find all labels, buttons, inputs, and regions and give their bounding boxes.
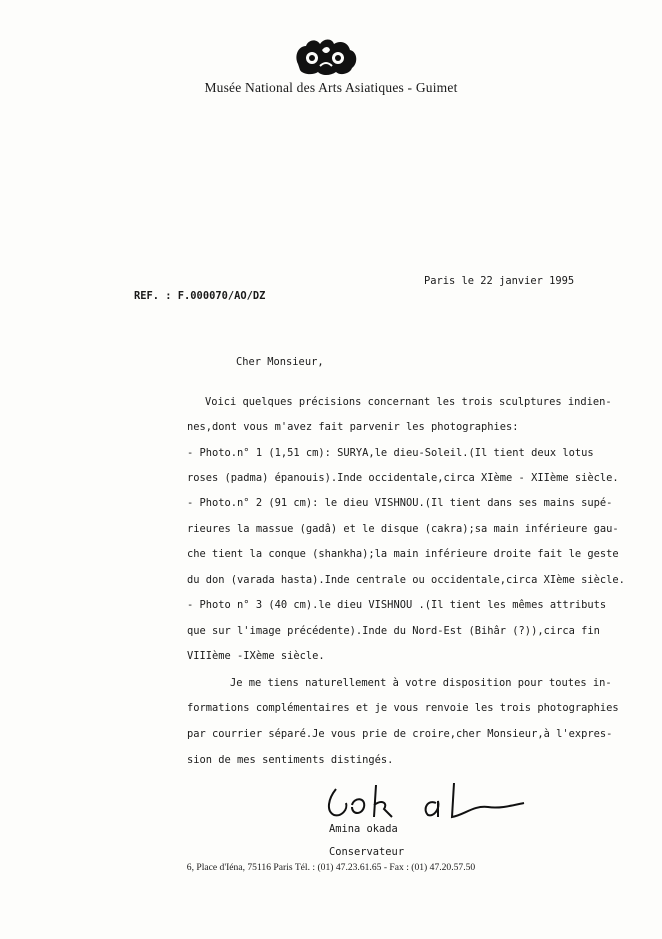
signatory-title: Conservateur <box>329 846 405 858</box>
body-line: formations complémentaires et je vous renvoie les trois photographies <box>187 702 619 714</box>
body-line: - Photo.n° 2 (91 cm): le dieu VISHNOU.(Il tient dans ses mains supé- <box>187 497 613 509</box>
museum-logo <box>292 34 360 78</box>
salutation: Cher Monsieur, <box>236 356 324 368</box>
body-line: nes,dont vous m'avez fait parvenir les photographies: <box>187 421 519 433</box>
body-line: - Photo n° 3 (40 cm).le dieu VISHNOU .(Il tient les mêmes attributs <box>187 599 607 611</box>
body-line: que sur l'image précédente).Inde du Nord-Est (Bihâr (?)),circa fin <box>187 625 600 637</box>
handwritten-signature <box>318 775 538 830</box>
reference-line: REF. : F.000070/AO/DZ <box>134 290 266 302</box>
footer-address: 6, Place d'Iéna, 75116 Paris Tél. : (01) 47.23.61.65 - Fax : (01) 47.20.57.50 <box>186 862 476 873</box>
signatory-name: Amina okada <box>329 823 398 835</box>
body-line: Voici quelques précisions concernant les trois sculptures indien- <box>205 396 612 408</box>
body-line: par courrier séparé.Je vous prie de croire,cher Monsieur,à l'expres- <box>187 728 613 740</box>
body-line: rieures la massue (gadâ) et le disque (cakra);sa main inférieure gau- <box>187 523 619 535</box>
body-line: sion de mes sentiments distingés. <box>187 754 394 766</box>
body-line: che tient la conque (shankha);la main inférieure droite fait le geste <box>187 548 619 560</box>
date-line: Paris le 22 janvier 1995 <box>424 275 575 287</box>
body-line: VIIIème -IXème siècle. <box>187 650 325 662</box>
body-line: Je me tiens naturellement à votre disposition pour toutes in- <box>230 677 612 689</box>
body-line: du don (varada hasta).Inde centrale ou occidentale,circa XIème siècle. <box>187 574 625 586</box>
body-line: - Photo.n° 1 (1,51 cm): SURYA,le dieu-Soleil.(Il tient deux lotus <box>187 447 594 459</box>
body-line: roses (padma) épanouis).Inde occidentale,circa XIème - XIIème siècle. <box>187 472 619 484</box>
institution-name: Musée National des Arts Asiatiques - Guimet <box>204 80 458 95</box>
